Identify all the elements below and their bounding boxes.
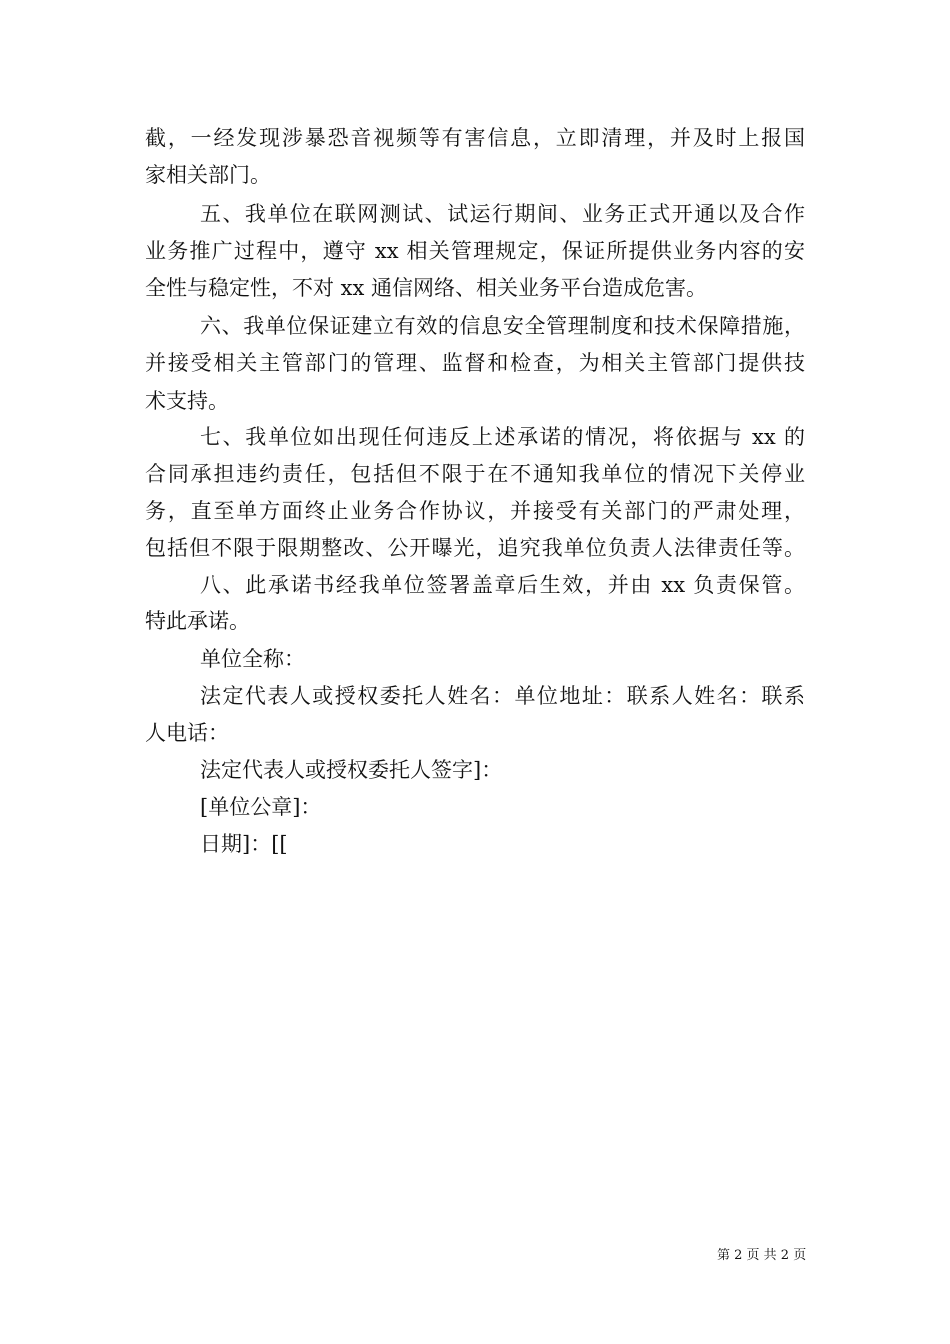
- paragraph-5-line-2: 业务推广过程中，遵守 xx 相关管理规定，保证所提供业务内容的安: [145, 239, 805, 263]
- representative-info-line-1: 法定代表人或授权委托人姓名：单位地址：联系人姓名：联系: [200, 684, 805, 708]
- page-number-footer: 第 2 页 共 2 页: [717, 1248, 807, 1263]
- paragraph-4-line-3: 家相关部门。: [145, 163, 271, 187]
- paragraph-8-line-1: 八、此承诺书经我单位签署盖章后生效，并由 xx 负责保管。: [200, 573, 805, 597]
- unit-full-name-field: 单位全称：: [200, 647, 305, 671]
- closing-statement: 特此承诺。: [145, 609, 250, 633]
- paragraph-4-line-2: 截，一经发现涉暴恐音视频等有害信息，立即清理，并及时上报国: [145, 126, 805, 150]
- paragraph-6-line-1: 六、我单位保证建立有效的信息安全管理制度和技术保障措施，: [200, 314, 805, 338]
- representative-signature-field: 法定代表人或授权委托人签字]：: [200, 758, 503, 782]
- paragraph-7-line-4: 包括但不限于限期整改、公开曝光，追究我单位负责人法律责任等。: [145, 536, 805, 560]
- paragraph-5-line-1: 五、我单位在联网测试、试运行期间、业务正式开通以及合作: [200, 202, 805, 226]
- representative-info-line-2: 人电话：: [145, 721, 229, 745]
- paragraph-7-line-2: 合同承担违约责任，包括但不限于在不通知我单位的情况下关停业: [145, 462, 805, 486]
- paragraph-5-line-3: 全性与稳定性，不对 xx 通信网络、相关业务平台造成危害。: [145, 276, 708, 300]
- date-field: 日期]：[[: [200, 832, 288, 856]
- unit-seal-field: [单位公章]：: [200, 795, 322, 819]
- paragraph-6-line-3: 术支持。: [145, 389, 229, 413]
- paragraph-7-line-1: 七、我单位如出现任何违反上述承诺的情况，将依据与 xx 的: [200, 425, 805, 449]
- paragraph-6-line-2: 并接受相关主管部门的管理、监督和检查，为相关主管部门提供技: [145, 351, 805, 375]
- paragraph-7-line-3: 务，直至单方面终止业务合作协议，并接受有关部门的严肃处理，: [145, 499, 805, 523]
